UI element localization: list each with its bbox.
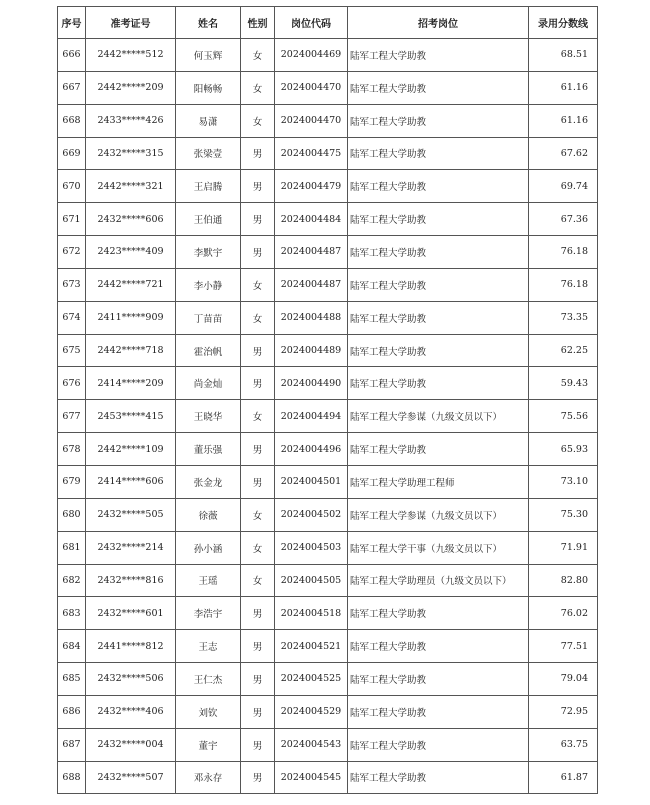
cell-ticket-number: 2442*****109 [86, 433, 176, 466]
header-gender: 性别 [241, 7, 275, 39]
cell-score: 82.80 [529, 564, 598, 597]
cell-position-code: 2024004470 [275, 104, 348, 137]
table-row [58, 71, 598, 104]
cell-gender: 男 [241, 170, 275, 203]
table-row [58, 564, 598, 597]
cell-score: 59.43 [529, 367, 598, 400]
cell-seq: 675 [58, 334, 86, 367]
cell-position: 陆军工程大学助教 [348, 104, 529, 137]
cell-seq: 676 [58, 367, 86, 400]
cell-seq: 678 [58, 433, 86, 466]
cell-position: 陆军工程大学助教 [348, 433, 529, 466]
header-seq: 序号 [58, 7, 86, 39]
table-row [58, 301, 598, 334]
cell-name: 王晓华 [176, 400, 241, 433]
cell-gender: 男 [241, 663, 275, 696]
cell-name: 霍治帆 [176, 334, 241, 367]
cell-position: 陆军工程大学助教 [348, 170, 529, 203]
table-row [58, 728, 598, 761]
cell-name: 李浩宇 [176, 597, 241, 630]
cell-score: 76.02 [529, 597, 598, 630]
cell-position: 陆军工程大学干事（九级文员以下） [348, 531, 529, 564]
cell-name: 王仁杰 [176, 663, 241, 696]
cell-score: 61.87 [529, 761, 598, 794]
cell-name: 张梁壹 [176, 137, 241, 170]
cell-position-code: 2024004488 [275, 301, 348, 334]
cell-seq: 669 [58, 137, 86, 170]
cell-ticket-number: 2442*****209 [86, 71, 176, 104]
cell-gender: 女 [241, 301, 275, 334]
cell-gender: 女 [241, 71, 275, 104]
cell-name: 何玉辉 [176, 39, 241, 72]
cell-score: 69.74 [529, 170, 598, 203]
cell-ticket-number: 2442*****721 [86, 268, 176, 301]
cell-score: 61.16 [529, 104, 598, 137]
cell-position-code: 2024004501 [275, 465, 348, 498]
table-row [58, 137, 598, 170]
cell-position-code: 2024004469 [275, 39, 348, 72]
cell-position: 陆军工程大学参谋（九级文员以下） [348, 498, 529, 531]
cell-ticket-number: 2432*****004 [86, 728, 176, 761]
cell-ticket-number: 2432*****606 [86, 203, 176, 236]
cell-score: 79.04 [529, 663, 598, 696]
cell-score: 73.35 [529, 301, 598, 334]
cell-name: 丁苗苗 [176, 301, 241, 334]
cell-seq: 671 [58, 203, 86, 236]
cell-score: 72.95 [529, 695, 598, 728]
header-score: 录用分数线 [529, 7, 598, 39]
cell-seq: 668 [58, 104, 86, 137]
cell-ticket-number: 2432*****506 [86, 663, 176, 696]
cell-gender: 女 [241, 400, 275, 433]
cell-name: 李小静 [176, 268, 241, 301]
cell-position-code: 2024004494 [275, 400, 348, 433]
cell-gender: 男 [241, 695, 275, 728]
cell-name: 王瑶 [176, 564, 241, 597]
cell-position-code: 2024004490 [275, 367, 348, 400]
cell-ticket-number: 2432*****406 [86, 695, 176, 728]
cell-name: 王志 [176, 630, 241, 663]
cell-ticket-number: 2423*****409 [86, 236, 176, 269]
cell-seq: 685 [58, 663, 86, 696]
table-row [58, 663, 598, 696]
cell-score: 67.62 [529, 137, 598, 170]
cell-position: 陆军工程大学助教 [348, 630, 529, 663]
cell-position: 陆军工程大学助教 [348, 137, 529, 170]
cell-ticket-number: 2433*****426 [86, 104, 176, 137]
cell-seq: 677 [58, 400, 86, 433]
cell-ticket-number: 2432*****816 [86, 564, 176, 597]
cell-seq: 683 [58, 597, 86, 630]
cell-score: 61.16 [529, 71, 598, 104]
table-row [58, 203, 598, 236]
cell-gender: 男 [241, 433, 275, 466]
cell-position-code: 2024004545 [275, 761, 348, 794]
cell-seq: 667 [58, 71, 86, 104]
cell-name: 阳畅畅 [176, 71, 241, 104]
cell-gender: 男 [241, 597, 275, 630]
cell-seq: 680 [58, 498, 86, 531]
cell-gender: 男 [241, 465, 275, 498]
cell-score: 68.51 [529, 39, 598, 72]
cell-gender: 男 [241, 761, 275, 794]
cell-name: 邓永存 [176, 761, 241, 794]
table-row [58, 695, 598, 728]
cell-name: 徐薇 [176, 498, 241, 531]
cell-gender: 女 [241, 531, 275, 564]
cell-score: 75.30 [529, 498, 598, 531]
cell-seq: 670 [58, 170, 86, 203]
cell-ticket-number: 2442*****512 [86, 39, 176, 72]
table-row [58, 597, 598, 630]
cell-gender: 女 [241, 564, 275, 597]
cell-position: 陆军工程大学助教 [348, 71, 529, 104]
cell-position: 陆军工程大学助教 [348, 761, 529, 794]
cell-name: 王伯通 [176, 203, 241, 236]
cell-name: 李默宇 [176, 236, 241, 269]
cell-ticket-number: 2432*****507 [86, 761, 176, 794]
cell-position-code: 2024004470 [275, 71, 348, 104]
cell-seq: 666 [58, 39, 86, 72]
table-row [58, 334, 598, 367]
admission-score-table [57, 6, 598, 794]
table-row [58, 433, 598, 466]
table-row [58, 498, 598, 531]
cell-seq: 679 [58, 465, 86, 498]
cell-gender: 女 [241, 104, 275, 137]
cell-gender: 男 [241, 203, 275, 236]
cell-ticket-number: 2442*****718 [86, 334, 176, 367]
cell-gender: 女 [241, 39, 275, 72]
cell-score: 77.51 [529, 630, 598, 663]
cell-name: 刘钦 [176, 695, 241, 728]
cell-seq: 674 [58, 301, 86, 334]
cell-seq: 684 [58, 630, 86, 663]
cell-seq: 687 [58, 728, 86, 761]
cell-position-code: 2024004521 [275, 630, 348, 663]
cell-position-code: 2024004502 [275, 498, 348, 531]
table-row [58, 630, 598, 663]
cell-position: 陆军工程大学参谋（九级文员以下） [348, 400, 529, 433]
cell-position: 陆军工程大学助教 [348, 367, 529, 400]
cell-seq: 672 [58, 236, 86, 269]
cell-gender: 女 [241, 498, 275, 531]
cell-score: 67.36 [529, 203, 598, 236]
header-ticket: 准考证号 [86, 7, 176, 39]
cell-seq: 686 [58, 695, 86, 728]
cell-ticket-number: 2453*****415 [86, 400, 176, 433]
cell-gender: 男 [241, 137, 275, 170]
table-row [58, 104, 598, 137]
cell-position: 陆军工程大学助教 [348, 39, 529, 72]
table-row [58, 761, 598, 794]
cell-name: 尚金灿 [176, 367, 241, 400]
cell-gender: 男 [241, 367, 275, 400]
cell-position-code: 2024004503 [275, 531, 348, 564]
table-row [58, 268, 598, 301]
cell-name: 孙小涵 [176, 531, 241, 564]
cell-ticket-number: 2442*****321 [86, 170, 176, 203]
cell-ticket-number: 2441*****812 [86, 630, 176, 663]
cell-ticket-number: 2432*****601 [86, 597, 176, 630]
header-position: 招考岗位 [348, 7, 529, 39]
table-header-row [58, 7, 598, 39]
cell-position-code: 2024004543 [275, 728, 348, 761]
table-row [58, 170, 598, 203]
cell-position-code: 2024004505 [275, 564, 348, 597]
cell-ticket-number: 2411*****909 [86, 301, 176, 334]
cell-score: 73.10 [529, 465, 598, 498]
table-row [58, 531, 598, 564]
cell-name: 易潇 [176, 104, 241, 137]
table-row [58, 367, 598, 400]
header-name: 姓名 [176, 7, 241, 39]
cell-ticket-number: 2432*****315 [86, 137, 176, 170]
cell-position-code: 2024004529 [275, 695, 348, 728]
cell-position-code: 2024004487 [275, 236, 348, 269]
cell-position-code: 2024004496 [275, 433, 348, 466]
cell-position: 陆军工程大学助教 [348, 695, 529, 728]
cell-gender: 男 [241, 236, 275, 269]
cell-position-code: 2024004487 [275, 268, 348, 301]
table-row [58, 236, 598, 269]
cell-ticket-number: 2414*****209 [86, 367, 176, 400]
cell-position-code: 2024004525 [275, 663, 348, 696]
cell-name: 董乐强 [176, 433, 241, 466]
cell-position: 陆军工程大学助教 [348, 597, 529, 630]
cell-position-code: 2024004475 [275, 137, 348, 170]
cell-name: 董宇 [176, 728, 241, 761]
cell-seq: 681 [58, 531, 86, 564]
cell-position-code: 2024004489 [275, 334, 348, 367]
cell-score: 62.25 [529, 334, 598, 367]
cell-position: 陆军工程大学助教 [348, 236, 529, 269]
table-row [58, 400, 598, 433]
cell-gender: 女 [241, 268, 275, 301]
table-row [58, 465, 598, 498]
cell-position: 陆军工程大学助教 [348, 203, 529, 236]
cell-score: 63.75 [529, 728, 598, 761]
cell-seq: 673 [58, 268, 86, 301]
cell-position-code: 2024004484 [275, 203, 348, 236]
cell-position: 陆军工程大学助理工程师 [348, 465, 529, 498]
cell-position: 陆军工程大学助教 [348, 334, 529, 367]
cell-position-code: 2024004479 [275, 170, 348, 203]
cell-position: 陆军工程大学助教 [348, 268, 529, 301]
cell-ticket-number: 2432*****214 [86, 531, 176, 564]
cell-position: 陆军工程大学助理员（九级文员以下） [348, 564, 529, 597]
cell-score: 71.91 [529, 531, 598, 564]
cell-seq: 682 [58, 564, 86, 597]
cell-score: 76.18 [529, 236, 598, 269]
cell-gender: 男 [241, 334, 275, 367]
cell-seq: 688 [58, 761, 86, 794]
cell-position-code: 2024004518 [275, 597, 348, 630]
cell-gender: 男 [241, 630, 275, 663]
cell-position: 陆军工程大学助教 [348, 301, 529, 334]
cell-gender: 男 [241, 728, 275, 761]
cell-score: 75.56 [529, 400, 598, 433]
cell-score: 76.18 [529, 268, 598, 301]
cell-position: 陆军工程大学助教 [348, 728, 529, 761]
cell-name: 张金龙 [176, 465, 241, 498]
cell-score: 65.93 [529, 433, 598, 466]
cell-name: 王启腾 [176, 170, 241, 203]
cell-ticket-number: 2414*****606 [86, 465, 176, 498]
header-position-code: 岗位代码 [275, 7, 348, 39]
table-row [58, 39, 598, 72]
cell-position: 陆军工程大学助教 [348, 663, 529, 696]
cell-ticket-number: 2432*****505 [86, 498, 176, 531]
